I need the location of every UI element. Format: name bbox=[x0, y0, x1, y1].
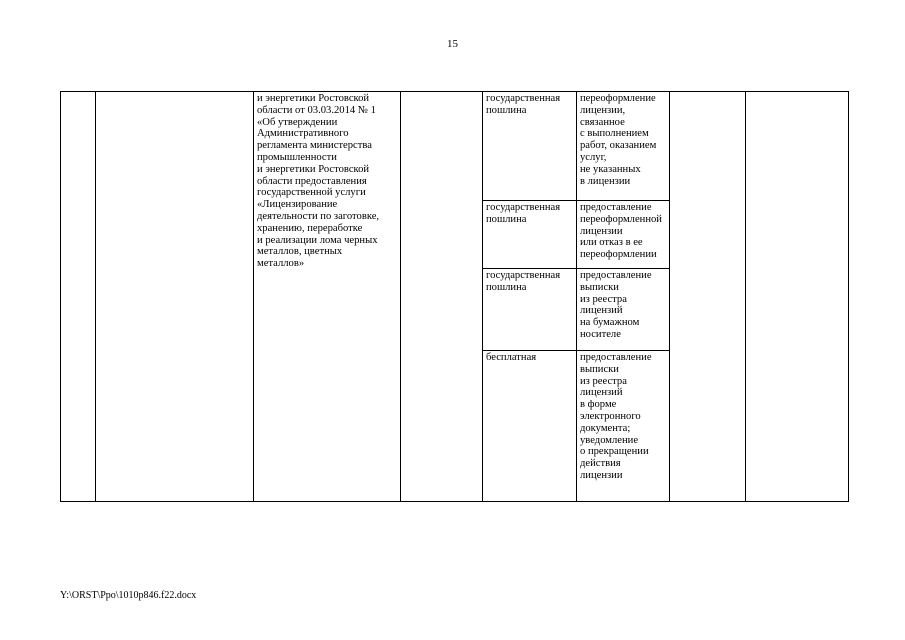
payment-text bbox=[486, 270, 574, 294]
text-line: действия bbox=[580, 458, 621, 470]
text-line: хранению, переработке bbox=[257, 222, 363, 234]
service-cell bbox=[577, 92, 670, 201]
col-2-cell bbox=[96, 92, 254, 502]
payment-text bbox=[486, 202, 574, 226]
text-line: услуг, bbox=[580, 151, 607, 163]
text-line: предоставление bbox=[580, 352, 652, 363]
document-reference-text bbox=[257, 93, 398, 270]
text-line: из реестра bbox=[580, 375, 627, 387]
document-table bbox=[60, 91, 849, 502]
text-line: лицензий bbox=[580, 387, 623, 399]
text-line: государственная bbox=[486, 202, 561, 213]
text-line: электронного bbox=[580, 410, 641, 422]
text-line: металлов» bbox=[257, 258, 305, 270]
col-4-cell bbox=[401, 92, 483, 502]
document-reference-cell bbox=[254, 92, 401, 502]
service-cell bbox=[577, 269, 670, 351]
text-line: пошлина bbox=[486, 281, 527, 293]
service-text bbox=[580, 93, 667, 187]
text-line: государственная bbox=[486, 270, 561, 281]
text-line: пошлина bbox=[486, 104, 527, 116]
text-line: области от 03.03.2014 № 1 bbox=[257, 104, 376, 116]
text-line: работ, оказанием bbox=[580, 140, 657, 152]
text-line: предоставление bbox=[580, 202, 652, 213]
text-line: лицензии, bbox=[580, 104, 626, 116]
payment-text bbox=[486, 93, 574, 117]
payment-cell bbox=[483, 92, 577, 201]
text-line: металлов, цветных bbox=[257, 246, 343, 258]
text-line: бесплатная bbox=[486, 352, 537, 363]
text-line: и реализации лома черных bbox=[257, 234, 378, 246]
text-line: или отказ в ее bbox=[580, 237, 643, 249]
text-line: связанное bbox=[580, 116, 625, 128]
text-line: деятельности по заготовке, bbox=[257, 210, 380, 222]
col-8-cell bbox=[746, 92, 849, 502]
text-line: носителе bbox=[580, 328, 621, 340]
text-line: переоформление bbox=[580, 93, 656, 104]
text-line: уведомление bbox=[580, 434, 639, 446]
text-line: промышленности bbox=[257, 151, 337, 163]
footer-file-path: Y:\ORST\Ppo\1010p846.f22.docx bbox=[60, 590, 197, 601]
text-line: переоформлении bbox=[580, 249, 657, 261]
text-line: лицензии bbox=[580, 469, 623, 481]
text-line: пошлина bbox=[486, 213, 527, 225]
service-cell bbox=[577, 201, 670, 269]
text-line: из реестра bbox=[580, 293, 627, 305]
page-number: 15 bbox=[447, 38, 458, 50]
col-1-cell bbox=[61, 92, 96, 502]
payment-text bbox=[486, 352, 574, 364]
payment-cell bbox=[483, 351, 577, 502]
text-line: государственной услуги bbox=[257, 187, 366, 199]
text-line: регламента министерства bbox=[257, 140, 372, 152]
text-line: «Лицензирование bbox=[257, 199, 338, 211]
col-7-cell bbox=[670, 92, 746, 502]
payment-cell bbox=[483, 201, 577, 269]
text-line: предоставление bbox=[580, 270, 652, 281]
service-cell bbox=[577, 351, 670, 502]
text-line: выписки bbox=[580, 363, 619, 375]
text-line: выписки bbox=[580, 281, 619, 293]
text-line: документа; bbox=[580, 422, 631, 434]
text-line: Административного bbox=[257, 128, 349, 140]
text-line: в форме bbox=[580, 399, 617, 411]
text-line: лицензии bbox=[580, 225, 623, 237]
text-line: лицензий bbox=[580, 305, 623, 317]
text-line: переоформленной bbox=[580, 213, 662, 225]
text-line: области предоставления bbox=[257, 175, 367, 187]
text-line: на бумажном bbox=[580, 317, 640, 329]
text-line: и энергетики Ростовской bbox=[257, 93, 370, 104]
payment-cell bbox=[483, 269, 577, 351]
text-line: с выполнением bbox=[580, 128, 649, 140]
service-text bbox=[580, 352, 667, 482]
text-line: не указанных bbox=[580, 163, 641, 175]
service-text bbox=[580, 202, 667, 261]
text-line: «Об утверждении bbox=[257, 116, 338, 128]
text-line: в лицензии bbox=[580, 175, 631, 187]
text-line: государственная bbox=[486, 93, 561, 104]
text-line: о прекращении bbox=[580, 446, 649, 458]
service-text bbox=[580, 270, 667, 341]
text-line: и энергетики Ростовской bbox=[257, 163, 370, 175]
